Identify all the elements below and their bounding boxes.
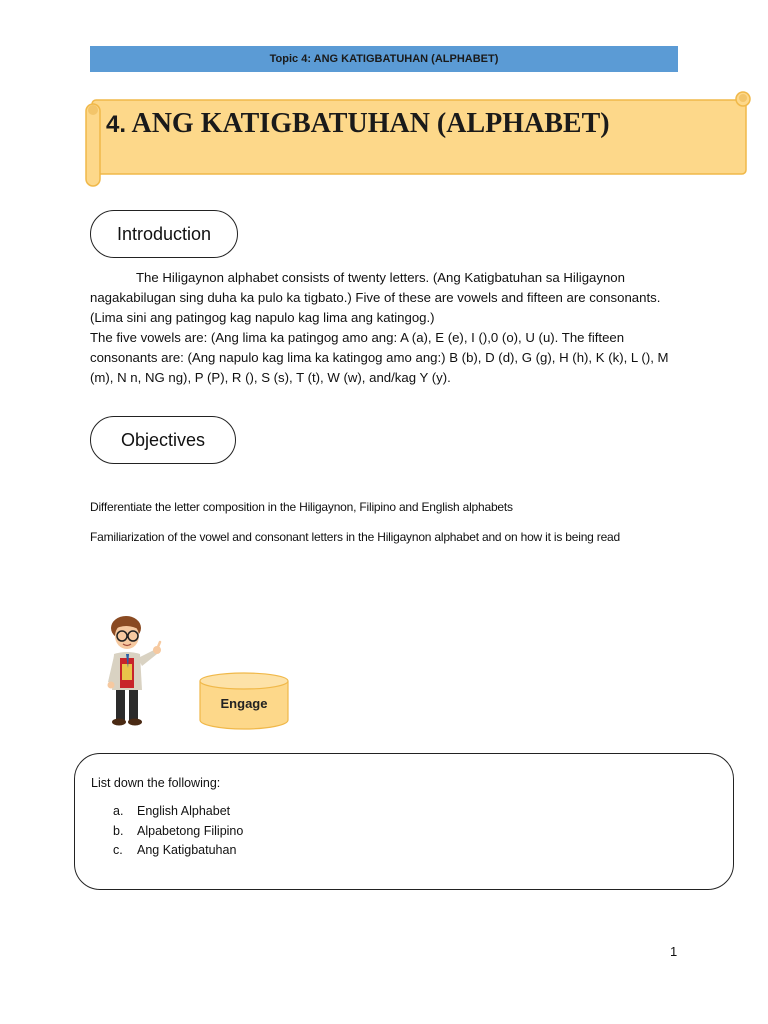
objectives-label: [90, 416, 236, 464]
title-text: ANG KATIGBATUHAN (ALPHABET): [131, 108, 610, 139]
engage-label: Engage: [220, 696, 268, 711]
task-heading: List down the following:: [91, 776, 221, 790]
list-item-text: English Alphabet: [137, 804, 231, 818]
engage-task-box: [74, 753, 734, 890]
introduction-body: [90, 268, 680, 388]
introduction-label: [90, 210, 238, 258]
objective-item: Familiarization of the vowel and consonant letters in the Hiligaynon alphabet and on how it is being read: [90, 530, 621, 544]
list-item-text: Alpabetong Filipino: [137, 823, 244, 838]
scroll-banner-icon: [84, 90, 754, 190]
objective-item: Differentiate the letter composition in the Hiligaynon, Filipino and English alphabets: [90, 500, 513, 514]
page-title: [106, 108, 610, 140]
list-marker: b.: [113, 823, 124, 838]
topic-header-bar: [90, 46, 678, 72]
task-list: [113, 804, 243, 863]
page-number: 1: [670, 944, 678, 959]
list-item: [113, 824, 243, 844]
teacher-pointing-icon: [96, 612, 172, 730]
introduction-label-text: Introduction: [116, 223, 212, 244]
list-marker: a.: [113, 804, 124, 818]
introduction-paragraph-1: The Hiligaynon alphabet consists of twenty letters. (Ang Katigbatuhan sa Hiligaynon nagakabilugan sing duha ka pulo ka tigbato.) Five of these are vowels and fifteen are consonants. (Lima sini ang patingog kag napulo kag lima ang katingog.): [90, 270, 661, 325]
list-marker: c.: [113, 843, 123, 857]
topic-header-text: Topic 4: ANG KATIGBATUHAN (ALPHABET): [269, 53, 499, 65]
title-scroll-banner: [84, 90, 754, 190]
introduction-paragraph-2: The five vowels are: (Ang lima ka patingog amo ang: A (a), E (e), I (),0 (o), U (u). The fifteen consonants are: (Ang napulo kag lima ka katingog amo ang:) B (b), D (d), G (g), H (h), K (k), L (), M (m), N n, NG ng), P (P), R (), S (s), T (t), W (w), and/kag Y (y).: [90, 330, 669, 385]
list-item-text: Ang Katigbatuhan: [137, 843, 237, 857]
objectives-label-text: Objectives: [120, 429, 206, 450]
list-item: [113, 804, 243, 824]
list-item: [113, 843, 243, 863]
title-number: 4.: [106, 111, 127, 138]
